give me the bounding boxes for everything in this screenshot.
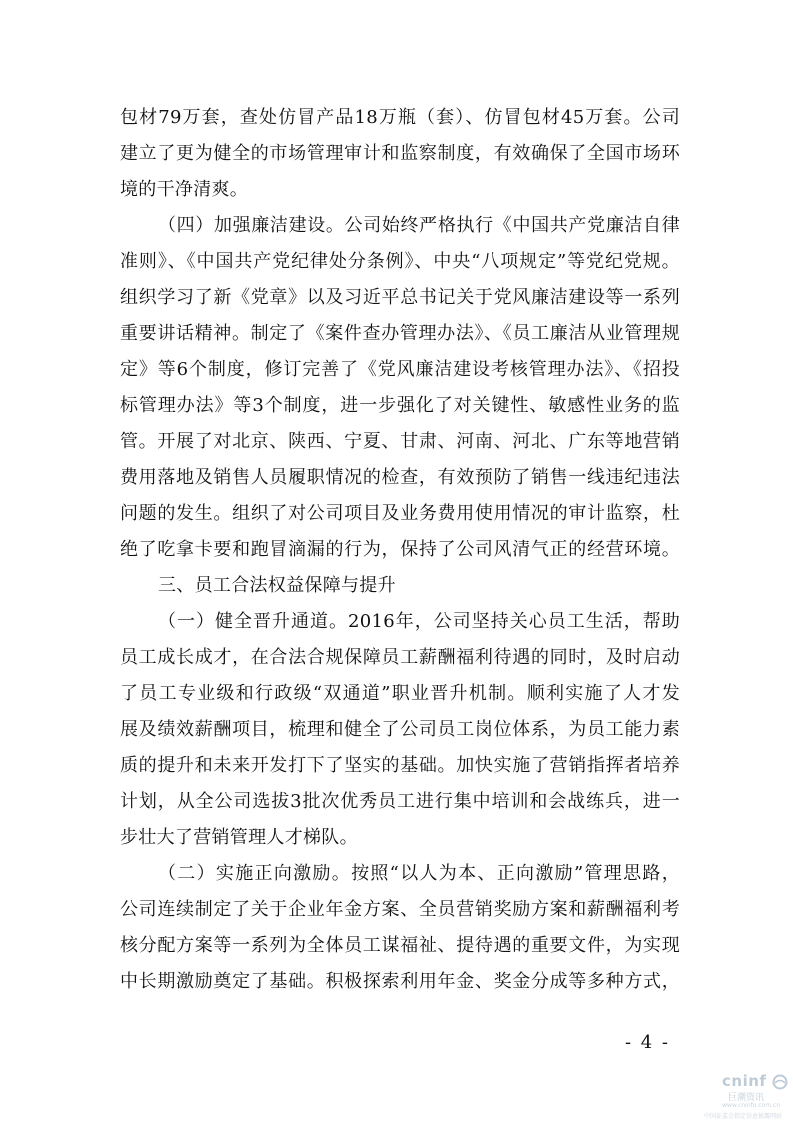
- text-line: 中长期激励奠定了基础。积极探索利用年金、奖金分成等多种方式，: [120, 971, 680, 992]
- text-line: 展及绩效薪酬项目，梳理和健全了公司员工岗位体系，为员工能力素: [120, 719, 680, 740]
- text-line: 问题的发生。组织了对公司项目及业务费用使用情况的审计监察，杜: [120, 503, 680, 524]
- text-line: 费用落地及销售人员履职情况的检查，有效预防了销售一线违纪违法: [120, 467, 680, 488]
- text-line: 组织学习了新《党章》以及习近平总书记关于党风廉洁建设等一系列: [120, 287, 680, 308]
- text-line: 包材79万套，查处仿冒产品18万瓶（套）、仿冒包材45万套。公司: [120, 107, 680, 128]
- text-line: 管。开展了对北京、陕西、宁夏、甘肃、河南、河北、广东等地营销: [120, 431, 680, 452]
- text-line: （一）健全晋升通道。2016年，公司坚持关心员工生活，帮助: [158, 611, 680, 632]
- watermark-chinese-name: 巨潮资讯: [728, 1093, 765, 1103]
- text-line: （四）加强廉洁建设。公司始终严格执行《中国共产党廉洁自律: [158, 215, 680, 236]
- text-line: 质的提升和未来开发打下了坚实的基础。加快实施了营销指挥者培养: [120, 755, 680, 776]
- text-line: 绝了吃拿卡要和跑冒滴漏的行为，保持了公司风清气正的经营环境。: [120, 539, 680, 560]
- watermark-subtitle: 中国证监会指定信息披露网站: [704, 1113, 783, 1120]
- text-line: 员工成长成才，在合法合规保障员工薪酬福利待遇的同时，及时启动: [120, 647, 680, 668]
- page-number: - 4 -: [624, 1032, 670, 1053]
- text-line: 计划，从全公司选拔3批次优秀员工进行集中培训和会战练兵，进一: [120, 791, 680, 812]
- watermark-logo-text: cninf: [722, 1072, 767, 1090]
- text-line: 建立了更为健全的市场管理审计和监察制度，有效确保了全国市场环: [120, 143, 680, 164]
- text-line: 定》等6个制度，修订完善了《党风廉洁建设考核管理办法》、《招投: [120, 359, 680, 380]
- text-line: （二）实施正向激励。按照“以人为本、正向激励”管理思路，: [158, 863, 680, 884]
- text-line: 标管理办法》等3个制度，进一步强化了对关键性、敏感性业务的监: [120, 395, 680, 416]
- cninfo-logo-icon: [772, 1074, 788, 1090]
- section-heading: 三、员工合法权益保障与提升: [158, 575, 396, 596]
- text-line: 步壮大了营销管理人才梯队。: [120, 827, 358, 848]
- text-line: 公司连续制定了关于企业年金方案、全员营销奖励方案和薪酬福利考: [120, 899, 680, 920]
- watermark-url: www.cninfo.com.cn: [722, 1102, 781, 1109]
- cninfo-watermark: [700, 1072, 793, 1122]
- text-line: 了员工专业级和行政级“双通道”职业晋升机制。顺利实施了人才发: [120, 683, 680, 704]
- text-line: 核分配方案等一系列为全体员工谋福祉、提待遇的重要文件，为实现: [120, 935, 680, 956]
- text-line: 重要讲话精神。制定了《案件查办管理办法》、《员工廉洁从业管理规: [120, 323, 680, 344]
- text-line: 境的干净清爽。: [120, 179, 249, 200]
- text-line: 准则》、《中国共产党纪律处分条例》、中央“八项规定”等党纪党规。: [120, 251, 680, 272]
